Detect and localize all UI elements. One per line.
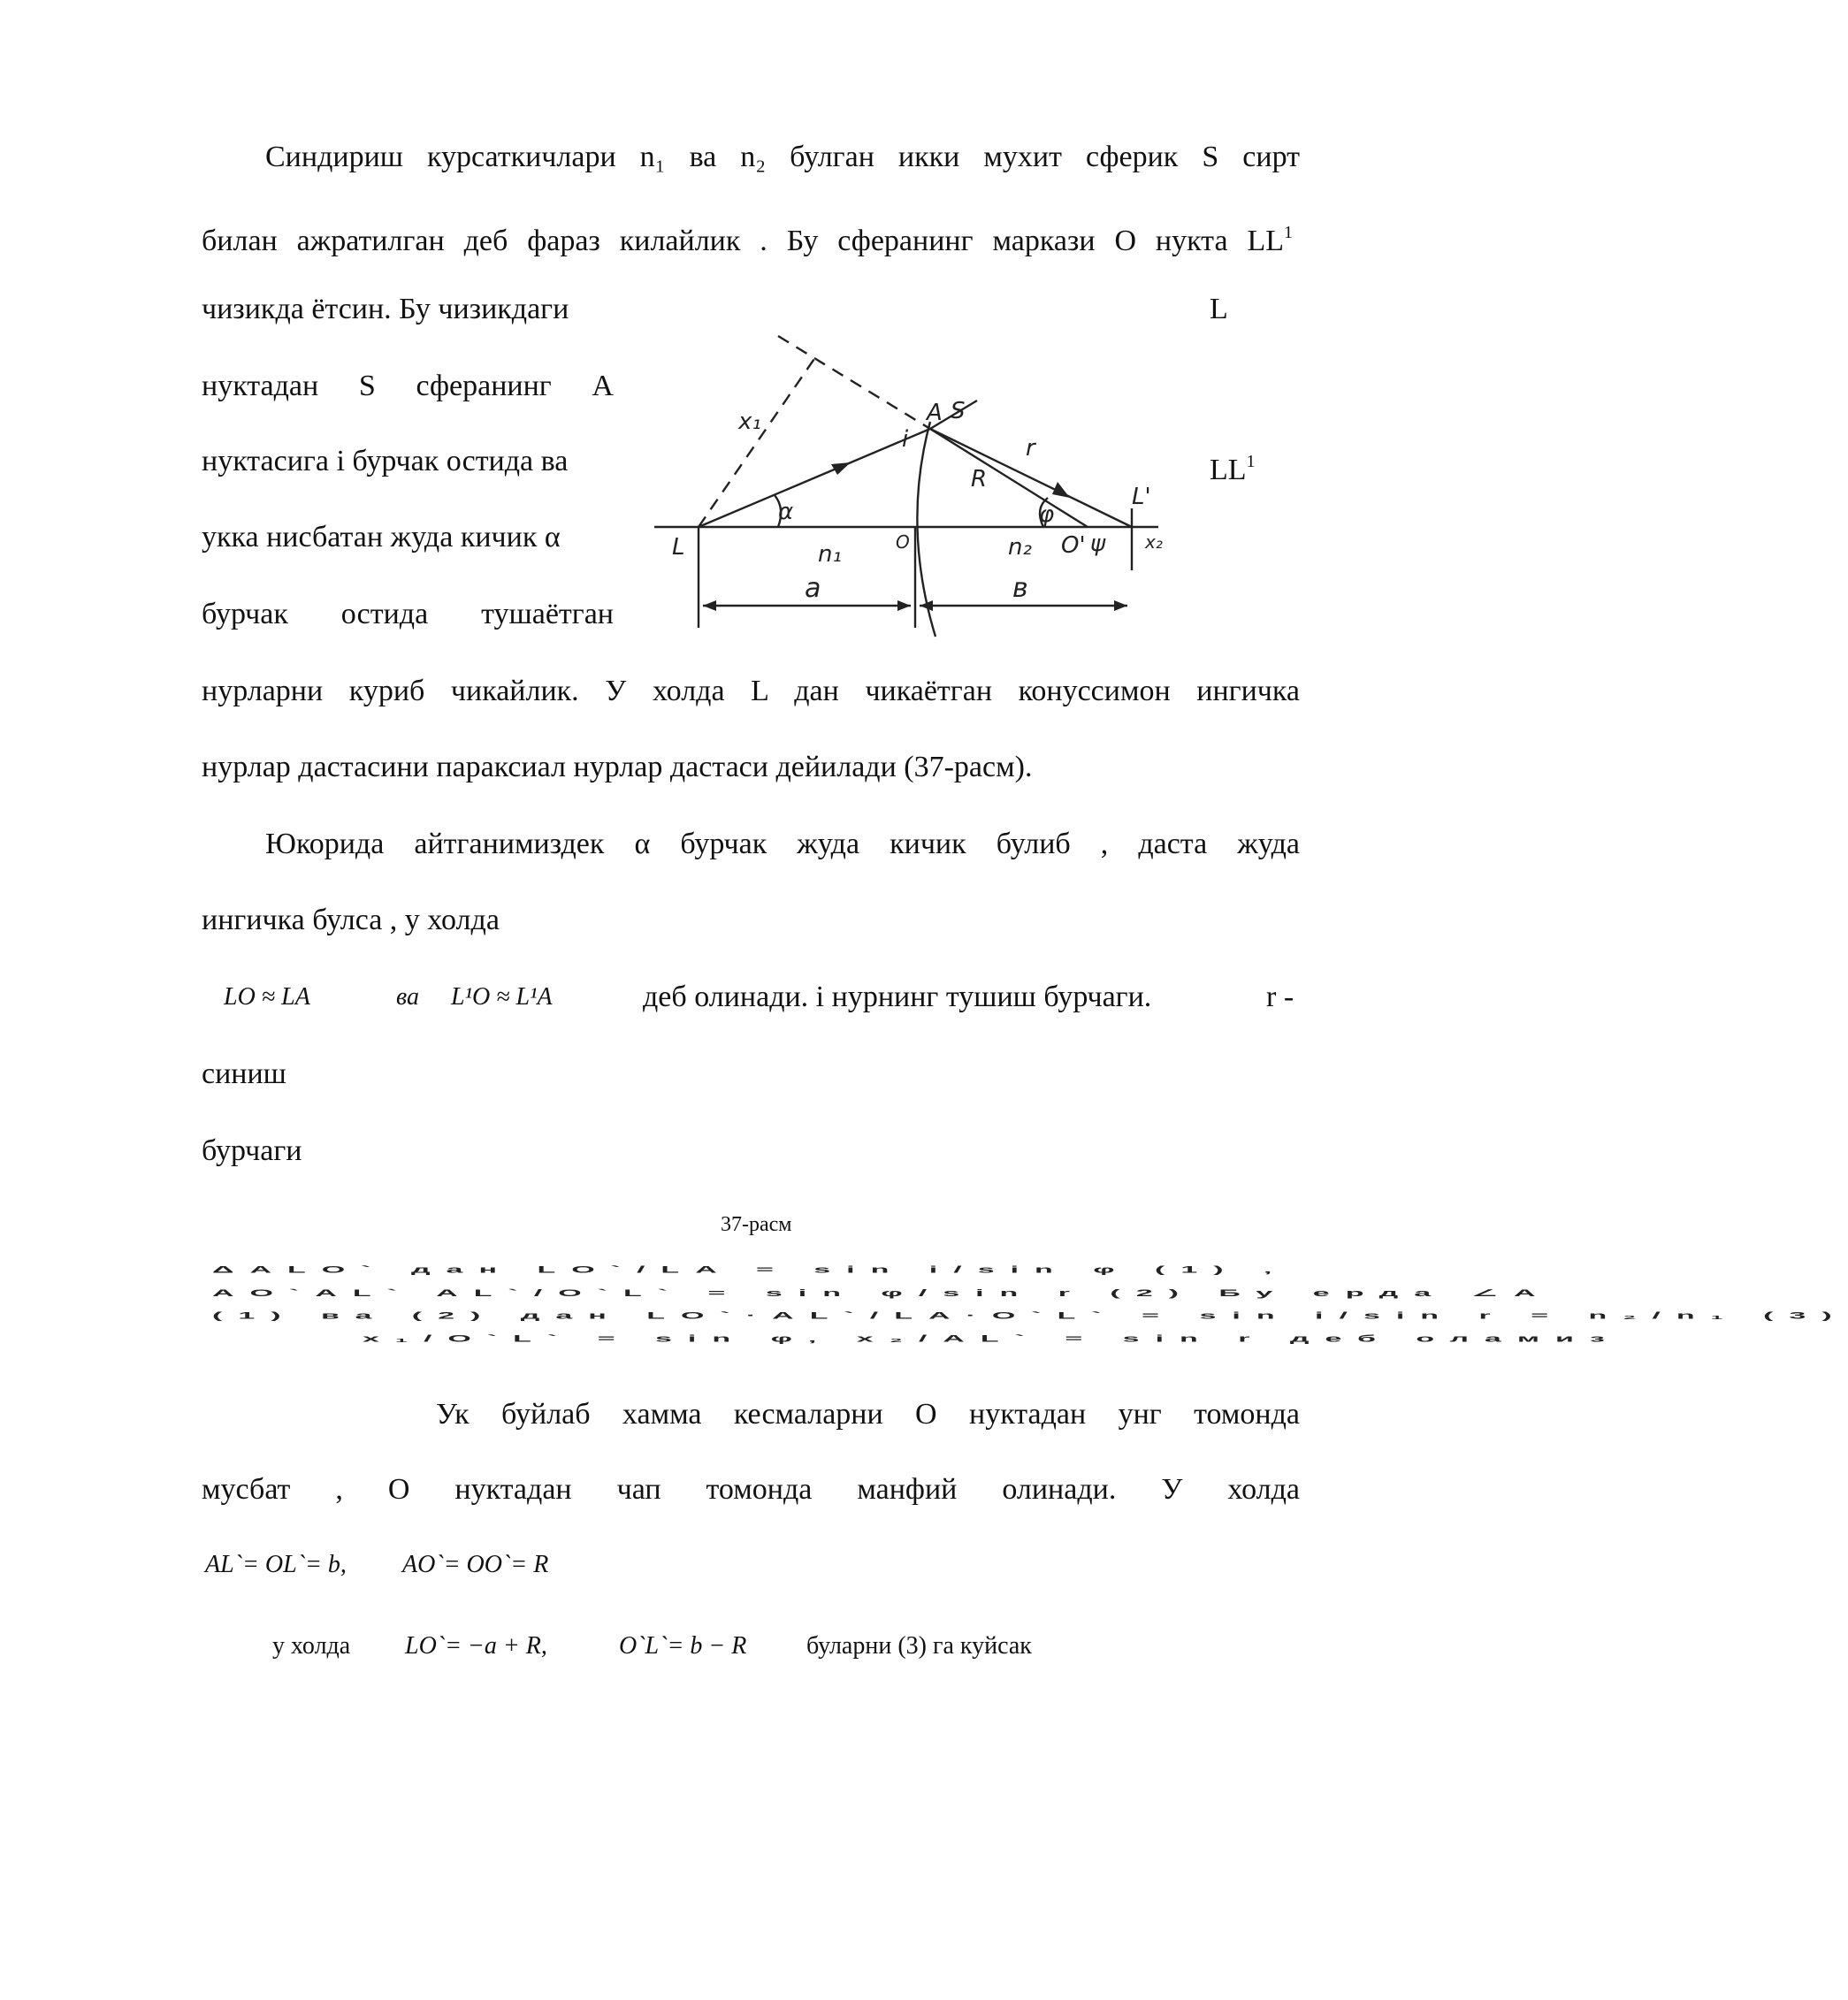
- formula-ao-oo: AO`= OO`= R: [402, 1551, 549, 1578]
- refraction-diagram: [645, 323, 1167, 632]
- dim-b-arrow-right: [1114, 600, 1127, 611]
- p1-line5-right-text: LL: [1210, 454, 1247, 486]
- label-psi: ψ: [1090, 531, 1106, 557]
- squashed-row-4: x₁/O`L` = sin φ, x₂/AL` = sin r деб оламиз: [363, 1333, 1621, 1345]
- squashed-row-2: AO`AL` AL`/O`L` = sin φ/sin r (2) Бу ерда ∠A: [212, 1287, 1552, 1299]
- p3-line1: Ук буйлаб хамма кесмаларни О нуктадан унг томонда: [436, 1398, 1300, 1431]
- p3-line4-suffix: буларни (3) га куйсак: [806, 1632, 1032, 1660]
- label-n2: n₂: [1008, 534, 1032, 561]
- p1-line3-right: L: [1210, 293, 1228, 325]
- p1-line2-text: билан ажратилган деб фараз килайлик . Бу сферанинг маркази О нукта LL: [202, 225, 1284, 257]
- p1-line8: нурларни куриб чикайлик. У холда L дан чикаётган конуссимон ингичка: [202, 675, 1300, 707]
- p1-line9: нурлар дастасини параксиал нурлар дастаси дейилади (37-расм).: [202, 751, 1033, 783]
- label-R: R: [971, 466, 988, 492]
- label-a: a: [805, 573, 821, 604]
- p3-line4-prefix: у холда: [272, 1632, 351, 1660]
- p1-line6: укка нисбатан жуда кичик α: [202, 521, 561, 553]
- p1-line7: бурчак остида тушаётган: [202, 598, 614, 630]
- label-O-prime: O': [1061, 532, 1086, 559]
- p1-line2-sup: 1: [1284, 223, 1293, 242]
- ray-arrowhead-2: [1052, 482, 1070, 498]
- formula-lo-la: LO ≈ LA: [224, 983, 310, 1011]
- label-b: в: [1012, 573, 1028, 604]
- x1-dashed-top: [778, 336, 930, 429]
- p1-line5-right: [1210, 444, 1256, 488]
- label-x1: x₁: [738, 408, 761, 435]
- ray-arrowhead-1: [831, 462, 851, 475]
- squashed-row-1: ΔALO` дан LO`/LA = sin i/sin φ (1) ,: [212, 1264, 1288, 1276]
- label-O: O: [896, 531, 910, 553]
- p3-line2: мусбат , О нуктадан чап томонда манфий олинади. У холда: [202, 1473, 1300, 1506]
- p2-line1: Юкорида айтганимиздек α бурчак жуда кичик булиб , даста жуда: [265, 828, 1300, 860]
- formula-l1o-l1a: L¹O ≈ L¹A: [451, 983, 553, 1011]
- formula-lo-a-r: LO`= −a + R,: [405, 1632, 547, 1660]
- formula-va: ва: [396, 983, 419, 1011]
- label-x2: x₂: [1145, 531, 1163, 553]
- p1-line4: нуктадан S сферанинг А: [202, 370, 614, 402]
- label-phi: φ: [1039, 501, 1055, 528]
- incident-ray: [699, 429, 930, 527]
- formula-ol-b-r: O`L`= b − R: [619, 1632, 747, 1660]
- p2-line5: бурчаги: [202, 1134, 302, 1167]
- label-alpha: α: [778, 499, 794, 525]
- label-r: r: [1026, 435, 1035, 462]
- p2-r-label: r -: [1266, 981, 1294, 1013]
- label-n1: n₁: [818, 541, 842, 568]
- radius-line: [930, 429, 1088, 527]
- label-A: A: [927, 400, 943, 426]
- label-L-prime: L': [1132, 484, 1151, 510]
- p1-line5-right-sup: 1: [1246, 452, 1256, 471]
- p2-line2: ингичка булса , у холда: [202, 904, 500, 936]
- p1-line3: чизикда ётсин. Бу чизикдаги: [202, 293, 569, 325]
- p1-line2: [202, 215, 1300, 259]
- p2-line4: синиш: [202, 1057, 286, 1090]
- label-i: i: [902, 426, 909, 453]
- p2-line3-text: деб олинади. і нурнинг тушиш бурчаги.: [643, 981, 1152, 1013]
- p1-line5: нуктасига і бурчак остида ва: [202, 445, 569, 477]
- label-L: L: [672, 534, 685, 561]
- formula-al-ol: AL`= OL`= b,: [205, 1551, 347, 1578]
- figure-caption: 37-расм: [721, 1213, 792, 1236]
- dim-a-arrow-left: [703, 600, 716, 611]
- p1-line1: Синдириш курсаткичлари n₁ ва n₂ булган икки мухит сферик S сирт: [265, 141, 1300, 173]
- label-S: S: [951, 398, 966, 424]
- squashed-row-3: (1) ва (2) дан LO`·AL`/LA·O`L` = sin i/sin r = n₂/n₁ (3): [212, 1310, 1848, 1322]
- dim-a-arrow-right: [897, 600, 911, 611]
